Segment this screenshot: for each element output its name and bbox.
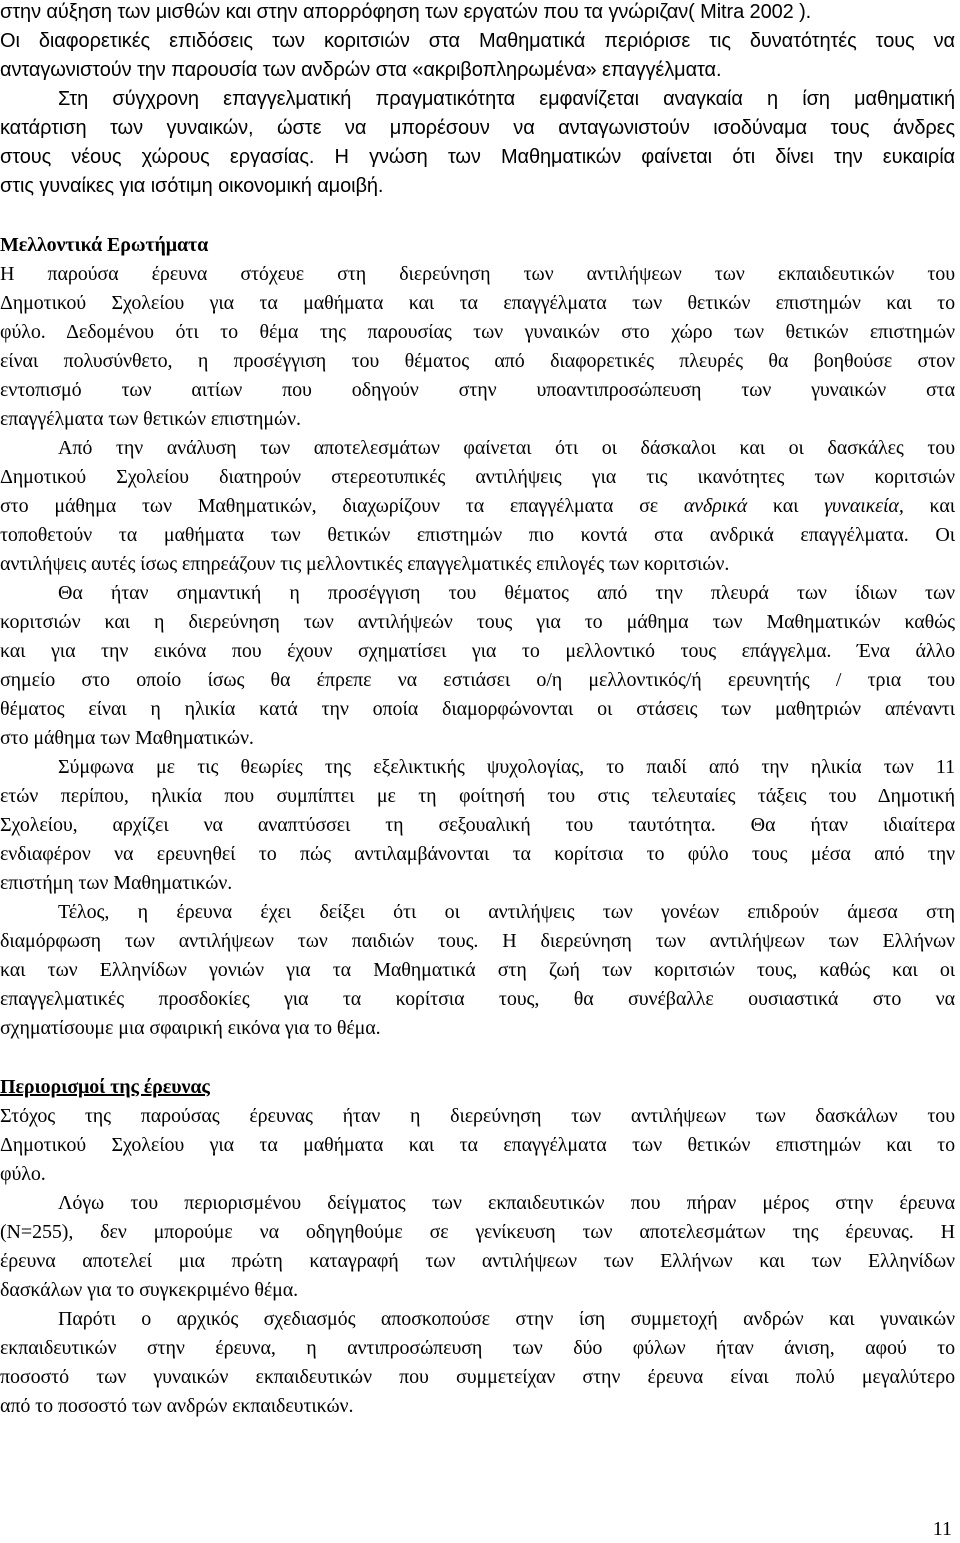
text-line: Παρότι ο αρχικός σχεδιασμός αποσκοπούσε στην ίση συμμετοχή ανδρών και γυναικών bbox=[58, 1308, 955, 1330]
text-line: Σύμφωνα με τις θεωρίες της εξελικτικής ψυχολογίας, το παιδί από την ηλικία των 11 bbox=[58, 756, 955, 778]
text-line: εκπαιδευτικών στην έρευνα, η αντιπροσώπευση των δύο φύλων ήταν άνιση, αφού το bbox=[0, 1337, 955, 1359]
text-line: Λόγω του περιορισμένου δείγματος των εκπαιδευτικών που πήραν μέρος στην έρευνα bbox=[58, 1192, 955, 1214]
text-run: και bbox=[903, 495, 955, 517]
text-line: στους νέους χώρους εργασίας. Η γνώση των Μαθηματικών φαίνεται ότι δίνει την ευκαιρία bbox=[0, 146, 955, 168]
text-line: Δημοτικού Σχολείου για τα μαθήματα και τα επαγγέλματα των θετικών επιστημών και το bbox=[0, 292, 955, 314]
text-line: Η παρούσα έρευνα στόχευε στη διερεύνηση των αντιλήψεων των εκπαιδευτικών του bbox=[0, 263, 955, 285]
section-heading: Μελλοντικά Ερωτήματα bbox=[0, 234, 209, 256]
text-line: ενδιαφέρον να ερευνηθεί το πώς αντιλαμβάνονται τα κορίτσια το φύλο τους μέσα από την bbox=[0, 843, 955, 865]
text-line: στο μάθημα των Μαθηματικών. bbox=[0, 727, 254, 749]
text-line: Σχολείου, αρχίζει να αναπτύσσει τη σεξουαλική του ταυτότητα. Θα ήταν ιδιαίτερα bbox=[0, 814, 955, 836]
text-line: Από την ανάλυση των αποτελεσμάτων φαίνεται ότι οι δάσκαλοι και οι δασκάλες του bbox=[58, 437, 955, 459]
text-line: Τέλος, η έρευνα έχει δείξει ότι οι αντιλήψεις των γονέων επιδρούν άμεσα στη bbox=[58, 901, 955, 923]
text-line: αντιλήψεις αυτές ίσως επηρεάζουν τις μελλοντικές επαγγελματικές επιλογές των κοριτσιών. bbox=[0, 553, 730, 575]
text-line: Δημοτικού Σχολείου διατηρούν στερεοτυπικές αντιλήψεις για τις ικανότητες των κοριτσιών bbox=[0, 466, 955, 488]
italic-term: γυναικεία, bbox=[824, 495, 904, 517]
text-line: και των Ελληνίδων γονιών για τα Μαθηματικά στη ζωή των κοριτσιών τους, καθώς και οι bbox=[0, 959, 955, 981]
text-line: Στη σύγχρονη επαγγελματική πραγματικότητα εμφανίζεται αναγκαία η ίση μαθηματική bbox=[58, 88, 955, 110]
text-line: φύλο. Δεδομένου ότι το θέμα της παρουσίας των γυναικών στο χώρο των θετικών επιστημών bbox=[0, 321, 955, 343]
text-line: φύλο. bbox=[0, 1163, 46, 1185]
text-line: στις γυναίκες για ισότιμη οικονομική αμοιβή. bbox=[0, 175, 384, 197]
text-run: στο μάθημα των Μαθηματικών, διαχωρίζουν τα επαγγέλματα σε bbox=[0, 495, 684, 517]
text-line: Θα ήταν σημαντική η προσέγγιση του θέματος από την πλευρά των ίδιων των bbox=[58, 582, 955, 604]
text-line: από το ποσοστό των ανδρών εκπαιδευτικών. bbox=[0, 1395, 354, 1417]
text-line: Στόχος της παρούσας έρευνας ήταν η διερεύνηση των αντιλήψεων των δασκάλων του bbox=[0, 1105, 955, 1127]
text-line: είναι πολυσύνθετο, η προσέγγιση του θέματος από διαφορετικές πλευρές θα βοηθούσε στον bbox=[0, 350, 955, 372]
text-line: θέματος είναι η ηλικία κατά την οποία διαμορφώνονται οι στάσεις των μαθητριών απέναντι bbox=[0, 698, 955, 720]
section-heading: Περιορισμοί της έρευνας bbox=[0, 1076, 210, 1098]
text-line: διαμόρφωση των αντιλήψεων των παιδιών τους. Η διερεύνηση των αντιλήψεων των Ελλήνων bbox=[0, 930, 955, 952]
text-line bbox=[0, 494, 955, 518]
text-line: ετών περίπου, ηλικία που συμπίπτει με τη φοίτησή του στις τελευταίες τάξεις του Δημοτική bbox=[0, 785, 955, 807]
text-run: και bbox=[747, 495, 825, 517]
text-line: δασκάλων για το συγκεκριμένο θέμα. bbox=[0, 1279, 299, 1301]
text-line: τοποθετούν τα μαθήματα των θετικών επιστημών πιο κοντά στα ανδρικά επαγγέλματα. Οι bbox=[0, 524, 955, 546]
text-line: Οι διαφορετικές επιδόσεις των κοριτσιών στα Μαθηματικά περιόρισε τις δυνατότητές τους να bbox=[0, 30, 955, 52]
text-line: ανταγωνιστούν την παρουσία των ανδρών στα «ακριβοπληρωμένα» επαγγέλματα. bbox=[0, 59, 722, 81]
italic-term: ανδρικά bbox=[683, 495, 748, 517]
text-line: κατάρτιση των γυναικών, ώστε να μπορέσουν να ανταγωνιστούν ισοδύναμα τους άνδρες bbox=[0, 117, 955, 139]
text-line: (N=255), δεν μπορούμε να οδηγηθούμε σε γενίκευση των αποτελεσμάτων της έρευνας. Η bbox=[0, 1221, 955, 1243]
text-line: επαγγελματικές προσδοκίες για τα κορίτσια τους, θα συνέβαλλε ουσιαστικά στο να bbox=[0, 988, 955, 1010]
page-number: 11 bbox=[932, 1518, 952, 1540]
text-line: σχηματίσουμε μια σφαιρική εικόνα για το θέμα. bbox=[0, 1017, 381, 1039]
text-line: έρευνα αποτελεί μια πρώτη καταγραφή των αντιλήψεων των Ελλήνων και των Ελληνίδων bbox=[0, 1250, 955, 1272]
text-line: ποσοστό των γυναικών εκπαιδευτικών που συμμετείχαν στην έρευνα είναι πολύ μεγαλύτερο bbox=[0, 1366, 955, 1388]
text-line: επιστήμη των Μαθηματικών. bbox=[0, 872, 233, 894]
text-line: σημείο στο οποίο ίσως θα έπρεπε να εστιάσει ο/η μελλοντικός/ή ερευνητής / τρια του bbox=[0, 669, 955, 691]
text-line: κοριτσιών και η διερεύνηση των αντιλήψεών τους για το μάθημα των Μαθηματικών καθώς bbox=[0, 611, 955, 633]
text-line: στην αύξηση των μισθών και στην απορρόφηση των εργατών που τα γνώριζαν( Mitra 2002 ). bbox=[0, 1, 812, 23]
text-line: Δημοτικού Σχολείου για τα μαθήματα και τα επαγγέλματα των θετικών επιστημών και το bbox=[0, 1134, 955, 1156]
text-line: επαγγέλματα των θετικών επιστημών. bbox=[0, 408, 301, 430]
text-line: εντοπισμό των αιτίων που οδηγούν στην υποαντιπροσώπευση των γυναικών στα bbox=[0, 379, 955, 401]
text-line: και για την εικόνα που έχουν σχηματίσει για το μελλοντικό τους επάγγελμα. Ένα άλλο bbox=[0, 640, 955, 662]
